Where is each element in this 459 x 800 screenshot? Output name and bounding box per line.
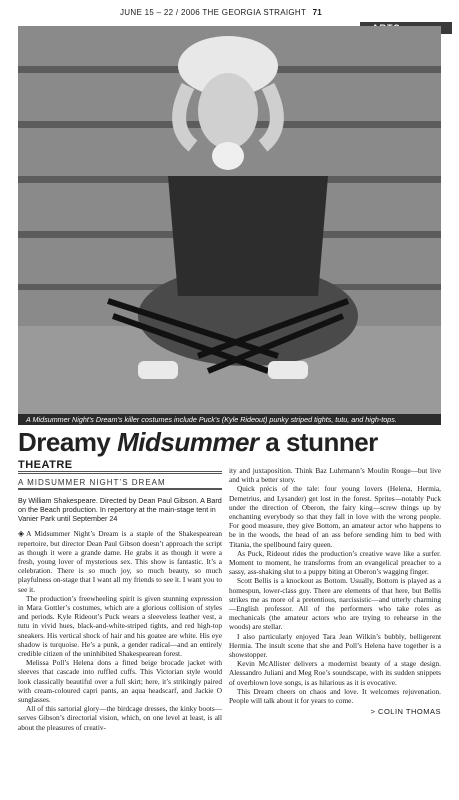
- article-paragraph: ity and juxtaposition. Think Baz Luhrmann’s Moulin Rouge—but live and with a better story.: [229, 466, 441, 485]
- issue-date: JUNE 15 – 22 / 2006: [120, 8, 200, 17]
- headline-part-3: a stunner: [258, 427, 378, 457]
- article-paragraph: Kevin McAllister delivers a modernist beauty of a stage design. Alessandro Juliani and Meg Roe’s soundscape, with its sudden snippets of overblown love songs, is as hilarious as it is evocative.: [229, 659, 441, 687]
- article-headline: [18, 427, 441, 457]
- article-paragraph: This Dream cheers on chaos and love. It welcomes rejuvenation. People will talk about it for years to come.: [229, 686, 441, 706]
- header-line: [120, 8, 322, 17]
- article-paragraph: Quick précis of the tale: four young lovers (Helena, Hermia, Demetrius, and Lysander) get lost in the forest. Sprites—notably Puck under the direction of Oberon, the fairy king—screw things up by enchanting everybody so that they fall in love with the wrong people. For good measure, they give Bottom, an amateur actor who happens to be in the woods, the head of an ass before sending him to bed with Titania, the spellbound fairy queen.: [229, 484, 441, 549]
- section-kicker: THEATRE: [18, 461, 222, 474]
- article-paragraph: All of this sartorial glory—the birdcage dresses, the kinky boots—serves Gibson’s directorial vision, which, on one level at least, is all about the pleasures of creativ-: [18, 704, 222, 732]
- article-paragraph: Melissa Poll’s Helena dons a fitted beige brocade jacket with sleeves that cascade into ruffled cuffs. This Victorian style would look classically beautiful over a full skirt; here, it’s strikingly paired with cream-coloured capri pants, an aqua headscarf, and Jackie O sunglasses.: [18, 658, 222, 705]
- headline-part-1: Dreamy: [18, 427, 118, 457]
- photo-caption: A Midsummer Night’s Dream’s killer costumes include Puck’s (Kyle Rideout) punky striped tights, tutu, and high-tops.: [18, 414, 441, 425]
- headline-part-2: Midsummer: [117, 427, 259, 457]
- diamond-icon: ◈: [18, 529, 25, 539]
- page-header: [0, 0, 459, 26]
- article-paragraph: As Puck, Rideout rides the production’s creative wave like a surfer. Moment to moment, he transforms from an evangelical preacher to a sassy, ass-shaking slut to a puppy biting at Oberon’s wagging finger.: [229, 548, 441, 577]
- article-paragraph: [18, 529, 222, 593]
- article-column-right: [229, 466, 441, 716]
- production-title: A MIDSUMMER NIGHT’S DREAM: [18, 478, 222, 490]
- paragraph-text: A Midsummer Night’s Dream is a staple of the Shakespearean repertoire, but director Dean Paul Gibson doesn’t approach the script as though it were a grande dame. He grabs it as though it were a fresh, young lover of mysterious sex. This show is fantastic. It’s a celebration. There is so much joy, so much beauty, so much playfulness on-stage that I want all my friends to see it. I want you to see it.: [18, 529, 222, 594]
- article-paragraph: I also particularly enjoyed Tara Jean Wilkin’s bubbly, belligerent Hermia. The insult scene that she and Poll’s Helena have together is a showstopper.: [229, 631, 441, 660]
- article-column-left: [18, 461, 222, 732]
- page-number: 71: [312, 8, 323, 17]
- production-credits: By William Shakespeare. Directed by Dean Paul Gibson. A Bard on the Beach production. In repertory at the main-stage tent in Vanier Park until September 24: [18, 496, 222, 524]
- article-paragraph: Scott Bellis is a knockout as Bottom. Usually, Bottom is played as a homespun, lower-class guy. There are elements of that here, but Bellis strikes me as more of a pretentious, narcissistic—and utterly charming—English professor. All of the performers who take roles as mechanicals (the amateur actors who are trying to rehearse in the woods) are stellar.: [229, 576, 441, 632]
- publication-name: THE GEORGIA STRAIGHT: [202, 8, 307, 17]
- article-paragraph: The production’s freewheeling spirit is given stunning expression in Mara Gottler’s costumes, which are a glorious collision of styles and periods. Kyle Rideout’s Puck wears a sleeveless leather vest, a tutu in vivid hues, black-and-white-striped tights, and red high-top sneakers. His vertical shock of hair and his goatee are white. His eye shadow is turquoise. He’s a punk, a gender radical—and an entirely credible citizen of the uninhibited Shakespearean forest.: [18, 593, 222, 659]
- author-byline: > COLIN THOMAS: [370, 707, 441, 717]
- article-photo: [18, 26, 441, 414]
- performer-illustration: [18, 26, 441, 414]
